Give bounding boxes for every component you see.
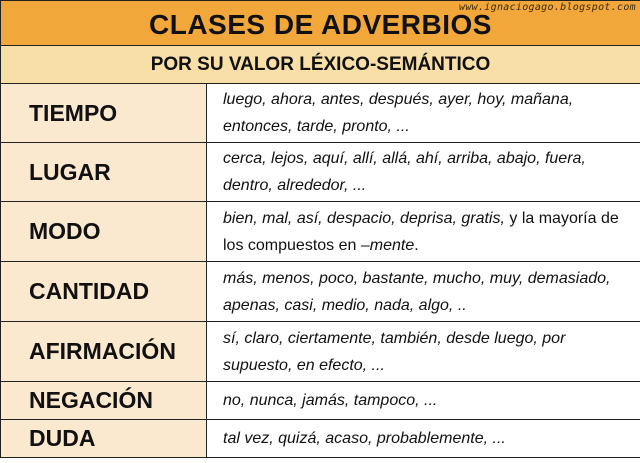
subtitle-cell (1, 46, 640, 84)
category-cell (1, 322, 207, 382)
examples-text: luego, ahora, antes, después, ayer, hoy, mañana, entonces, tarde, pronto, ... (223, 91, 574, 135)
category-cell (1, 382, 207, 420)
category-label: DUDA (29, 425, 96, 451)
table-row (1, 143, 640, 202)
examples-cell (207, 382, 640, 420)
subtitle-row (1, 46, 640, 84)
examples-text: tal vez, quizá, acaso, probablemente, ... (223, 430, 506, 447)
title-cell (1, 1, 640, 46)
examples-period: . (414, 236, 419, 254)
table-row (1, 262, 640, 322)
table-row (1, 322, 640, 382)
table-row (1, 84, 640, 143)
examples-text: cerca, lejos, aquí, allí, allá, ahí, arriba, abajo, fuera, dentro, alrededor, ... (223, 150, 586, 194)
category-cell (1, 262, 207, 322)
examples-cell (207, 202, 640, 262)
examples-cell (207, 322, 640, 382)
category-label: MODO (29, 218, 101, 244)
category-label: LUGAR (29, 158, 111, 185)
examples-text (223, 205, 634, 259)
category-label: NEGACIÓN (29, 387, 153, 413)
category-label: AFIRMACIÓN (29, 338, 176, 364)
title-row (1, 1, 640, 46)
table-row (1, 420, 640, 458)
category-label: CANTIDAD (29, 278, 150, 304)
examples-plain-part: y la mayoría de los compuestos en (223, 209, 619, 254)
examples-text: más, menos, poco, bastante, mucho, muy, demasiado, apenas, casi, medio, nada, algo, .. (223, 269, 611, 314)
table-row (1, 202, 640, 262)
category-cell (1, 202, 207, 262)
examples-cell (207, 420, 640, 458)
examples-italic-part: bien, mal, así, despacio, deprisa, gratis, (223, 209, 505, 227)
examples-cell (207, 143, 640, 202)
category-cell (1, 420, 207, 458)
table-row (1, 382, 640, 420)
examples-text: sí, claro, ciertamente, también, desde luego, por supuesto, en efecto, ... (223, 329, 566, 374)
category-cell (1, 143, 207, 202)
blog-watermark: www.ignaciogago.blogspot.com (459, 2, 636, 13)
category-label: TIEMPO (29, 99, 118, 126)
category-cell (1, 84, 207, 143)
table-subtitle: POR SU VALOR LÉXICO-SEMÁNTICO (150, 53, 491, 75)
examples-cell (207, 262, 640, 322)
examples-cell (207, 84, 640, 143)
examples-text: no, nunca, jamás, tampoco, ... (223, 392, 438, 409)
table-title: CLASES DE ADVERBIOS (149, 9, 492, 40)
examples-suffix-part: –mente (360, 236, 415, 254)
